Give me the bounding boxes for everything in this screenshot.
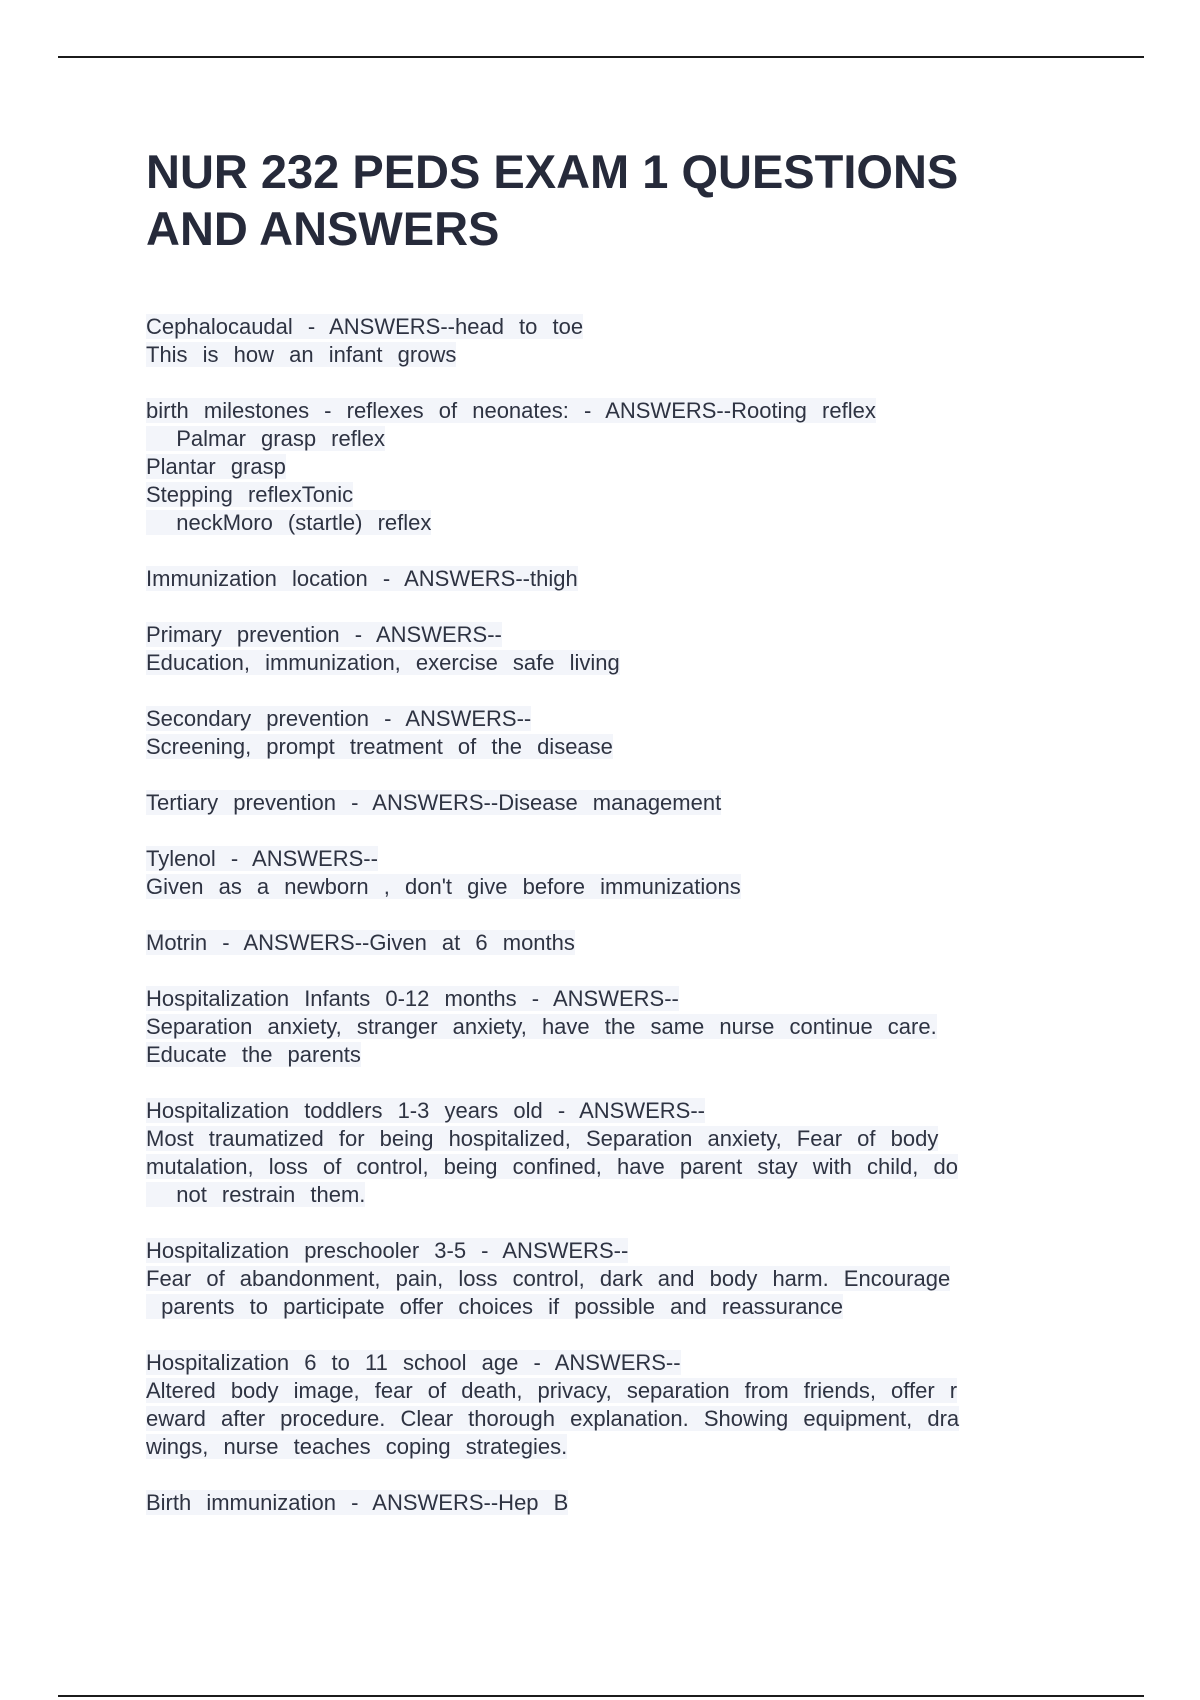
qa-line <box>146 1237 1066 1265</box>
qa-line <box>146 565 1066 593</box>
qa-text: Cephalocaudal - ANSWERS--head to toe <box>146 314 584 339</box>
qa-line <box>146 733 1066 761</box>
qa-text: Primary prevention - ANSWERS-- <box>146 622 502 647</box>
qa-line <box>146 1265 1066 1293</box>
qa-line <box>146 1125 1066 1153</box>
qa-line <box>146 453 1066 481</box>
qa-line <box>146 1293 1066 1321</box>
title-line: AND ANSWERS <box>146 202 500 255</box>
qa-entry <box>146 929 1066 957</box>
qa-line <box>146 649 1066 677</box>
qa-line <box>146 425 1066 453</box>
qa-text: birth milestones - reflexes of neonates: - ANSWERS--Rooting reflex <box>146 398 876 423</box>
qa-text: Most traumatized for being hospitalized, Separation anxiety, Fear of body <box>146 1126 939 1151</box>
qa-text: Hospitalization preschooler 3-5 - ANSWERS-- <box>146 1238 629 1263</box>
qa-text: Tylenol - ANSWERS-- <box>146 846 378 871</box>
qa-text: Palmar grasp reflex <box>146 426 385 451</box>
qa-line <box>146 1181 1066 1209</box>
qa-text: Hospitalization 6 to 11 school age - ANSWERS-- <box>146 1350 681 1375</box>
qa-text: mutalation, loss of control, being confined, have parent stay with child, do <box>146 1154 958 1179</box>
qa-line <box>146 341 1066 369</box>
qa-text: Birth immunization - ANSWERS--Hep B <box>146 1490 569 1515</box>
qa-text: Separation anxiety, stranger anxiety, have the same nurse continue care. <box>146 1014 937 1039</box>
qa-line <box>146 397 1066 425</box>
page-title <box>146 143 1106 257</box>
qa-line <box>146 621 1066 649</box>
qa-line <box>146 985 1066 1013</box>
qa-text: Hospitalization toddlers 1-3 years old - ANSWERS-- <box>146 1098 705 1123</box>
qa-line <box>146 1405 1066 1433</box>
qa-text: Screening, prompt treatment of the disease <box>146 734 613 759</box>
qa-line <box>146 1433 1066 1461</box>
qa-text: wings, nurse teaches coping strategies. <box>146 1434 568 1459</box>
qa-line <box>146 313 1066 341</box>
qa-entry <box>146 565 1066 593</box>
qa-text: Secondary prevention - ANSWERS-- <box>146 706 532 731</box>
qa-line <box>146 509 1066 537</box>
qa-entry <box>146 1237 1066 1321</box>
qa-text: neckMoro (startle) reflex <box>146 510 432 535</box>
qa-entry <box>146 313 1066 369</box>
qa-text: not restrain them. <box>146 1182 366 1207</box>
title-line: NUR 232 PEDS EXAM 1 QUESTIONS <box>146 145 959 198</box>
qa-line <box>146 481 1066 509</box>
qa-text: Plantar grasp <box>146 454 286 479</box>
qa-entry <box>146 397 1066 537</box>
qa-text: Given as a newborn , don't give before immunizations <box>146 874 741 899</box>
qa-line <box>146 1349 1066 1377</box>
qa-text: Tertiary prevention - ANSWERS--Disease management <box>146 790 722 815</box>
qa-text: Fear of abandonment, pain, loss control, dark and body harm. Encourage <box>146 1266 951 1291</box>
qa-line <box>146 845 1066 873</box>
qa-entry <box>146 705 1066 761</box>
qa-line <box>146 1377 1066 1405</box>
qa-entry <box>146 845 1066 901</box>
qa-text: eward after procedure. Clear thorough explanation. Showing equipment, dra <box>146 1406 960 1431</box>
bottom-divider <box>58 1695 1144 1697</box>
qa-line <box>146 789 1066 817</box>
qa-text: Immunization location - ANSWERS--thigh <box>146 566 578 591</box>
qa-text: Education, immunization, exercise safe living <box>146 650 620 675</box>
qa-line <box>146 1489 1066 1517</box>
qa-line <box>146 929 1066 957</box>
qa-entry <box>146 1097 1066 1209</box>
qa-entry <box>146 1349 1066 1461</box>
qa-line <box>146 1041 1066 1069</box>
qa-text: Motrin - ANSWERS--Given at 6 months <box>146 930 575 955</box>
top-divider <box>58 56 1144 58</box>
qa-text: parents to participate offer choices if possible and reassurance <box>146 1294 843 1319</box>
qa-text: Educate the parents <box>146 1042 361 1067</box>
qa-line <box>146 705 1066 733</box>
qa-text: Altered body image, fear of death, privacy, separation from friends, offer r <box>146 1378 958 1403</box>
qa-entry <box>146 621 1066 677</box>
qa-line <box>146 1013 1066 1041</box>
qa-entry <box>146 985 1066 1069</box>
qa-line <box>146 873 1066 901</box>
qa-entry <box>146 789 1066 817</box>
qa-list <box>146 313 1066 1545</box>
qa-line <box>146 1153 1066 1181</box>
qa-text: Hospitalization Infants 0-12 months - ANSWERS-- <box>146 986 679 1011</box>
qa-text: Stepping reflexTonic <box>146 482 354 507</box>
qa-entry <box>146 1489 1066 1517</box>
qa-text: This is how an infant grows <box>146 342 457 367</box>
qa-line <box>146 1097 1066 1125</box>
